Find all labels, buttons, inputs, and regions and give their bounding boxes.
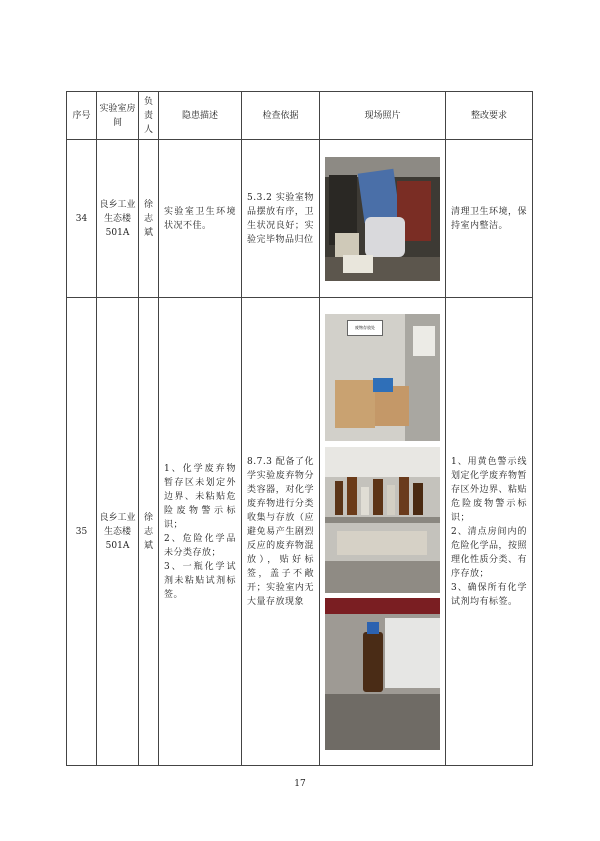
waste-box-photo (325, 314, 440, 441)
row-requirement: 1、用黄色警示线划定化学废弃物暂存区外边界、粘贴危险废物警示标识； 2、清点房间内的危险化学品，按照理化性质分类、有序存放； 3、确保所有化学试剂均有标签。 (446, 298, 533, 766)
table-header-row (67, 92, 533, 140)
row-person: 徐志斌 (139, 298, 159, 766)
header-person: 负责人 (139, 92, 159, 140)
row-photo (320, 298, 446, 766)
header-hazard: 隐患描述 (159, 92, 242, 140)
header-requirement: 整改要求 (446, 92, 533, 140)
chemical-shelf-photo (325, 447, 440, 593)
lab-cabinet-clutter-photo (325, 157, 440, 281)
waste-sign-label: 废物存放处 (347, 320, 383, 336)
header-index: 序号 (67, 92, 97, 140)
table-row (67, 298, 533, 766)
header-room: 实验室房间 (97, 92, 139, 140)
page-number: 17 (294, 779, 306, 789)
header-photo: 现场照片 (320, 92, 446, 140)
row-photo (320, 140, 446, 298)
table-row (67, 140, 533, 298)
unlabeled-reagent-photo (325, 598, 440, 750)
row-room: 良乡工业生态楼501A (97, 140, 139, 298)
row-index: 34 (67, 140, 97, 298)
row-hazard: 实验室卫生环境状况不佳。 (159, 140, 242, 298)
header-basis: 检查依据 (242, 92, 320, 140)
row-basis: 5.3.2 实验室物品摆放有序，卫生状况良好；实验完毕物品归位 (242, 140, 320, 298)
row-hazard: 1、化学废弃物暂存区未划定外边界、未粘贴危险废物警示标识； 2、危险化学品未分类存放； 3、一瓶化学试剂未粘贴试剂标签。 (159, 298, 242, 766)
row-basis: 8.7.3 配备了化学实验废弃物分类容器，对化学废弃物进行分类收集与存放（应避免易产生剧烈反应的废弃物混放），贴好标签，盖子不敞开；实验室内无大量存放现象 (242, 298, 320, 766)
hazard-table (66, 91, 533, 766)
row-room: 良乡工业生态楼501A (97, 298, 139, 766)
row-index: 35 (67, 298, 97, 766)
row-person: 徐志斌 (139, 140, 159, 298)
row-requirement: 清理卫生环境，保持室内整洁。 (446, 140, 533, 298)
